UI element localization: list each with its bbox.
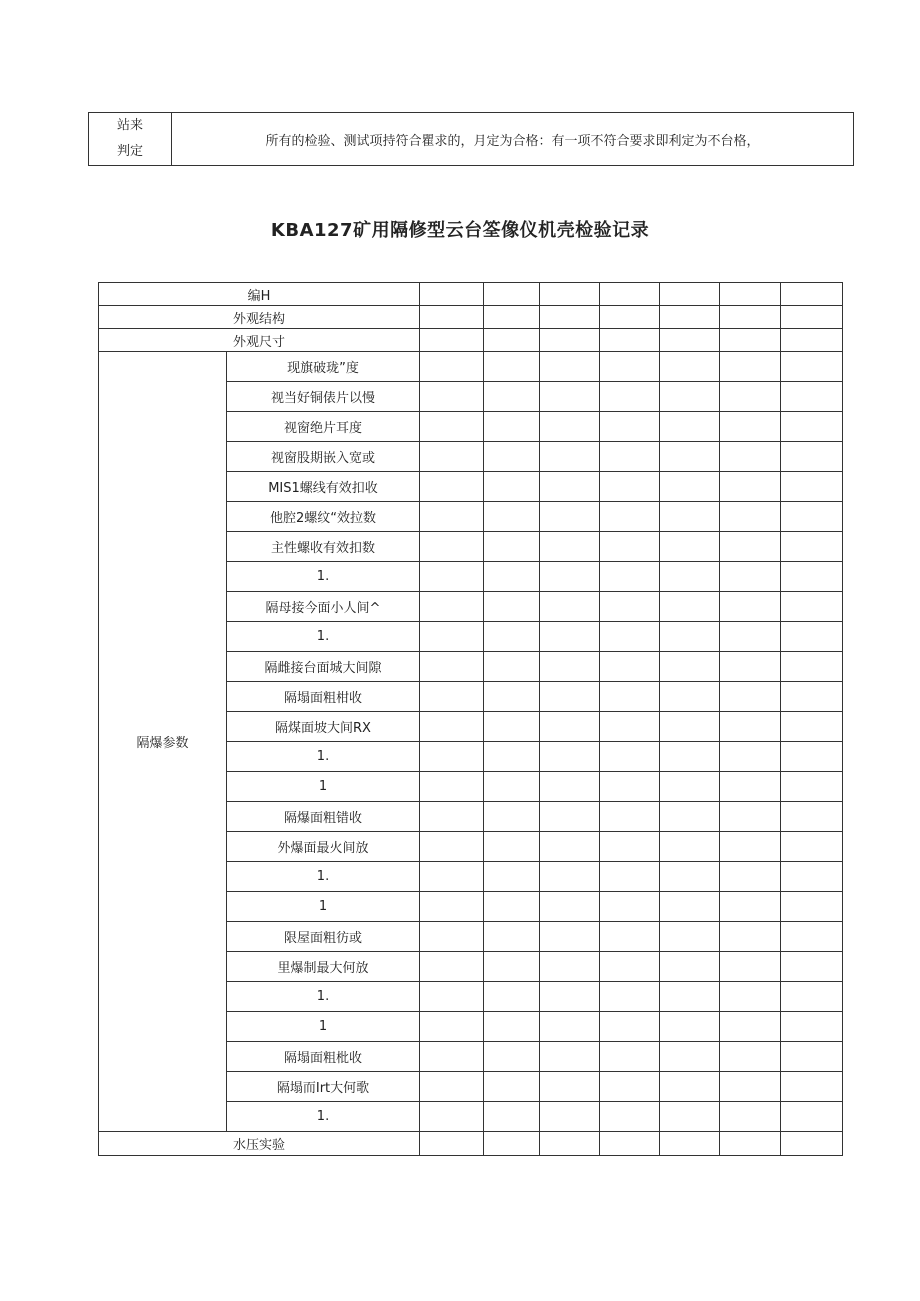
record-input-cell[interactable] [660,982,720,1012]
table-row [99,306,843,329]
record-input-cell[interactable] [540,1102,600,1132]
record-input-cell[interactable] [540,329,600,352]
record-input-cell[interactable] [420,592,484,622]
record-input-cell[interactable] [540,832,600,862]
record-input-cell[interactable] [484,283,540,306]
record-input-cell[interactable] [420,1102,484,1132]
record-input-cell[interactable] [660,502,720,532]
row-label: 外观尺寸 [99,329,420,352]
record-input-cell[interactable] [600,502,660,532]
record-input-cell[interactable] [420,802,484,832]
record-input-cell[interactable] [720,1132,781,1156]
record-input-cell[interactable] [540,283,600,306]
record-input-cell[interactable] [600,622,660,652]
record-input-cell[interactable] [420,832,484,862]
record-input-cell[interactable] [781,622,843,652]
record-input-cell[interactable] [720,352,781,382]
record-input-cell[interactable] [484,1132,540,1156]
record-input-cell[interactable] [781,772,843,802]
param-label: 隔煤面坡大间RX [227,712,420,742]
record-input-cell[interactable] [600,306,660,329]
record-input-cell[interactable] [660,1132,720,1156]
record-input-cell[interactable] [420,502,484,532]
record-input-cell[interactable] [420,862,484,892]
param-label: 里爆制最大何放 [227,952,420,982]
record-input-cell[interactable] [484,982,540,1012]
record-input-cell[interactable] [600,982,660,1012]
record-input-cell[interactable] [484,382,540,412]
record-input-cell[interactable] [720,1012,781,1042]
record-input-cell[interactable] [540,352,600,382]
record-input-cell[interactable] [781,592,843,622]
record-input-cell[interactable] [600,712,660,742]
record-input-cell[interactable] [660,682,720,712]
record-input-cell[interactable] [600,442,660,472]
record-input-cell[interactable] [781,532,843,562]
record-table-body [99,283,843,1156]
record-input-cell[interactable] [720,832,781,862]
table-row [99,329,843,352]
record-input-cell[interactable] [420,952,484,982]
record-input-cell[interactable] [781,742,843,772]
record-input-cell[interactable] [420,472,484,502]
record-input-cell[interactable] [600,562,660,592]
record-input-cell[interactable] [484,352,540,382]
record-input-cell[interactable] [420,1132,484,1156]
record-input-cell[interactable] [600,1072,660,1102]
record-input-cell[interactable] [781,283,843,306]
param-label: 视当好铜俵片以慢 [227,382,420,412]
record-input-cell[interactable] [600,352,660,382]
record-input-cell[interactable] [600,772,660,802]
record-input-cell[interactable] [781,562,843,592]
record-input-cell[interactable] [600,1132,660,1156]
record-input-cell[interactable] [660,712,720,742]
record-input-cell[interactable] [540,982,600,1012]
record-input-cell[interactable] [720,592,781,622]
param-label: 1. [227,562,420,592]
record-input-cell[interactable] [660,922,720,952]
record-input-cell[interactable] [781,329,843,352]
record-input-cell[interactable] [484,682,540,712]
record-input-cell[interactable] [484,892,540,922]
record-input-cell[interactable] [484,622,540,652]
record-input-cell[interactable] [540,562,600,592]
param-label: 视窗绝片耳度 [227,412,420,442]
record-input-cell[interactable] [484,412,540,442]
record-input-cell[interactable] [600,1042,660,1072]
record-input-cell[interactable] [540,592,600,622]
record-input-cell[interactable] [540,652,600,682]
record-input-cell[interactable] [660,652,720,682]
record-input-cell[interactable] [540,622,600,652]
verdict-text: 所有的检验、测试项持符合瞿求的，月定为合格：有一项不符合要求即利定为不台格， [172,113,854,166]
document-title: KBA127矿用隔修型云台筌像仪机壳检验记录 [270,220,650,241]
record-input-cell[interactable] [660,329,720,352]
record-input-cell[interactable] [540,532,600,562]
record-input-cell[interactable] [720,652,781,682]
table-row [99,352,843,382]
record-input-cell[interactable] [660,832,720,862]
record-input-cell[interactable] [720,382,781,412]
record-input-cell[interactable] [420,622,484,652]
record-input-cell[interactable] [420,1072,484,1102]
record-input-cell[interactable] [781,412,843,442]
record-input-cell[interactable] [484,742,540,772]
record-input-cell[interactable] [660,1072,720,1102]
param-label: 1 [227,1012,420,1042]
record-input-cell[interactable] [600,682,660,712]
record-input-cell[interactable] [484,562,540,592]
record-input-cell[interactable] [660,412,720,442]
record-input-cell[interactable] [781,832,843,862]
record-input-cell[interactable] [720,772,781,802]
record-input-cell[interactable] [420,922,484,952]
record-input-cell[interactable] [720,283,781,306]
record-input-cell[interactable] [420,682,484,712]
record-input-cell[interactable] [660,862,720,892]
record-input-cell[interactable] [660,306,720,329]
record-input-cell[interactable] [420,283,484,306]
record-input-cell[interactable] [600,382,660,412]
record-input-cell[interactable] [484,592,540,622]
record-input-cell[interactable] [484,329,540,352]
record-input-cell[interactable] [720,892,781,922]
record-input-cell[interactable] [781,652,843,682]
record-input-cell[interactable] [420,562,484,592]
record-input-cell[interactable] [720,1042,781,1072]
record-input-cell[interactable] [660,562,720,592]
record-input-cell[interactable] [420,892,484,922]
record-input-cell[interactable] [781,682,843,712]
table-row [99,1132,843,1156]
record-input-cell[interactable] [484,772,540,802]
param-label: 1. [227,982,420,1012]
record-input-cell[interactable] [540,742,600,772]
row-label: 外观结构 [99,306,420,329]
record-input-cell[interactable] [720,862,781,892]
record-input-cell[interactable] [420,442,484,472]
param-label: 隔母接今面小人间^ [227,592,420,622]
record-input-cell[interactable] [420,352,484,382]
record-input-cell[interactable] [600,832,660,862]
record-input-cell[interactable] [600,952,660,982]
record-input-cell[interactable] [540,1132,600,1156]
record-input-cell[interactable] [720,442,781,472]
param-label: 主性螺收有效扣数 [227,532,420,562]
record-input-cell[interactable] [781,352,843,382]
verdict-label-line1: 站来 [116,118,143,133]
record-input-cell[interactable] [420,652,484,682]
record-input-cell[interactable] [420,1042,484,1072]
record-input-cell[interactable] [720,922,781,952]
record-input-cell[interactable] [720,1102,781,1132]
param-label: 限屋面粗彷或 [227,922,420,952]
record-input-cell[interactable] [484,1102,540,1132]
record-input-cell[interactable] [660,1042,720,1072]
param-label: 1. [227,622,420,652]
record-input-cell[interactable] [781,892,843,922]
record-input-cell[interactable] [484,952,540,982]
verdict-table [88,112,854,166]
record-input-cell[interactable] [540,1042,600,1072]
record-input-cell[interactable] [600,862,660,892]
record-input-cell[interactable] [720,502,781,532]
record-input-cell[interactable] [781,502,843,532]
record-input-cell[interactable] [720,562,781,592]
record-input-cell[interactable] [660,952,720,982]
record-input-cell[interactable] [420,712,484,742]
verdict-row [89,113,854,166]
record-input-cell[interactable] [600,283,660,306]
record-input-cell[interactable] [484,306,540,329]
param-label: 隔塌面粗柑收 [227,682,420,712]
record-input-cell[interactable] [781,382,843,412]
record-input-cell[interactable] [540,802,600,832]
record-input-cell[interactable] [720,306,781,329]
record-input-cell[interactable] [781,1132,843,1156]
record-input-cell[interactable] [720,712,781,742]
record-input-cell[interactable] [781,922,843,952]
record-input-cell[interactable] [484,802,540,832]
param-label: 隔爆面粗错收 [227,802,420,832]
record-input-cell[interactable] [540,922,600,952]
param-label: 1 [227,772,420,802]
param-label: 他腔2螺纹“效拉数 [227,502,420,532]
record-input-cell[interactable] [600,412,660,442]
record-input-cell[interactable] [600,329,660,352]
record-input-cell[interactable] [540,412,600,442]
record-input-cell[interactable] [600,652,660,682]
record-input-cell[interactable] [484,712,540,742]
record-input-cell[interactable] [600,1102,660,1132]
record-input-cell[interactable] [781,1012,843,1042]
record-input-cell[interactable] [540,952,600,982]
record-input-cell[interactable] [720,1072,781,1102]
verdict-label-cell [89,113,172,166]
record-input-cell[interactable] [720,742,781,772]
record-input-cell[interactable] [484,652,540,682]
record-input-cell[interactable] [600,892,660,922]
param-label: MIS1螺线有效扣收 [227,472,420,502]
record-input-cell[interactable] [600,472,660,502]
record-input-cell[interactable] [420,772,484,802]
record-input-cell[interactable] [781,802,843,832]
record-input-cell[interactable] [540,892,600,922]
record-input-cell[interactable] [540,712,600,742]
record-input-cell[interactable] [781,712,843,742]
record-input-cell[interactable] [720,982,781,1012]
record-input-cell[interactable] [781,1072,843,1102]
record-input-cell[interactable] [600,532,660,562]
record-input-cell[interactable] [781,862,843,892]
record-input-cell[interactable] [660,1012,720,1042]
param-label: 视窗股期嵌入宽或 [227,442,420,472]
record-input-cell[interactable] [540,442,600,472]
record-input-cell[interactable] [600,922,660,952]
record-input-cell[interactable] [484,1042,540,1072]
record-input-cell[interactable] [720,622,781,652]
record-input-cell[interactable] [420,382,484,412]
record-input-cell[interactable] [660,283,720,306]
record-input-cell[interactable] [420,306,484,329]
record-input-cell[interactable] [720,412,781,442]
record-input-cell[interactable] [660,532,720,562]
record-input-cell[interactable] [660,1102,720,1132]
record-input-cell[interactable] [540,1072,600,1102]
record-input-cell[interactable] [540,772,600,802]
record-input-cell[interactable] [600,802,660,832]
record-input-cell[interactable] [540,306,600,329]
record-input-cell[interactable] [720,532,781,562]
record-input-cell[interactable] [540,382,600,412]
record-input-cell[interactable] [484,922,540,952]
record-input-cell[interactable] [420,742,484,772]
inspection-record-table [98,282,843,1156]
record-input-cell[interactable] [720,802,781,832]
param-label: 隔塌面粗枇收 [227,1042,420,1072]
param-label: 1. [227,742,420,772]
record-input-cell[interactable] [484,1012,540,1042]
record-input-cell[interactable] [484,862,540,892]
param-label: 1. [227,1102,420,1132]
record-input-cell[interactable] [660,442,720,472]
row-label: 水压实验 [99,1132,420,1156]
row-label: 编H [99,283,420,306]
record-input-cell[interactable] [660,892,720,922]
record-input-cell[interactable] [420,1012,484,1042]
record-input-cell[interactable] [600,592,660,622]
param-label: 现旗破珑”度 [227,352,420,382]
record-input-cell[interactable] [540,472,600,502]
record-input-cell[interactable] [781,1102,843,1132]
record-input-cell[interactable] [420,412,484,442]
record-input-cell[interactable] [720,329,781,352]
record-input-cell[interactable] [484,832,540,862]
record-input-cell[interactable] [484,532,540,562]
record-input-cell[interactable] [484,1072,540,1102]
param-label: 隔雌接台面城大间隙 [227,652,420,682]
param-label: 隔塌而Irt大何歌 [227,1072,420,1102]
record-input-cell[interactable] [781,306,843,329]
record-input-cell[interactable] [781,472,843,502]
group-label: 隔爆参数 [99,352,227,1132]
verdict-label-line2: 判定 [116,144,143,159]
record-input-cell[interactable] [660,622,720,652]
param-label: 1 [227,892,420,922]
record-input-cell[interactable] [720,952,781,982]
record-input-cell[interactable] [720,682,781,712]
record-input-cell[interactable] [660,352,720,382]
record-input-cell[interactable] [660,382,720,412]
record-input-cell[interactable] [660,772,720,802]
param-label: 外爆面最火间放 [227,832,420,862]
record-input-cell[interactable] [540,502,600,532]
record-input-cell[interactable] [484,442,540,472]
record-input-cell[interactable] [420,982,484,1012]
record-input-cell[interactable] [781,982,843,1012]
record-input-cell[interactable] [660,802,720,832]
record-input-cell[interactable] [420,329,484,352]
record-input-cell[interactable] [781,442,843,472]
record-input-cell[interactable] [420,532,484,562]
record-input-cell[interactable] [484,502,540,532]
record-input-cell[interactable] [660,472,720,502]
record-input-cell[interactable] [660,742,720,772]
record-input-cell[interactable] [540,682,600,712]
param-label: 1. [227,862,420,892]
record-input-cell[interactable] [540,862,600,892]
record-input-cell[interactable] [600,1012,660,1042]
record-input-cell[interactable] [540,1012,600,1042]
table-row [99,283,843,306]
record-input-cell[interactable] [484,472,540,502]
record-input-cell[interactable] [781,952,843,982]
record-input-cell[interactable] [781,1042,843,1072]
record-input-cell[interactable] [720,472,781,502]
record-input-cell[interactable] [600,742,660,772]
record-input-cell[interactable] [660,592,720,622]
